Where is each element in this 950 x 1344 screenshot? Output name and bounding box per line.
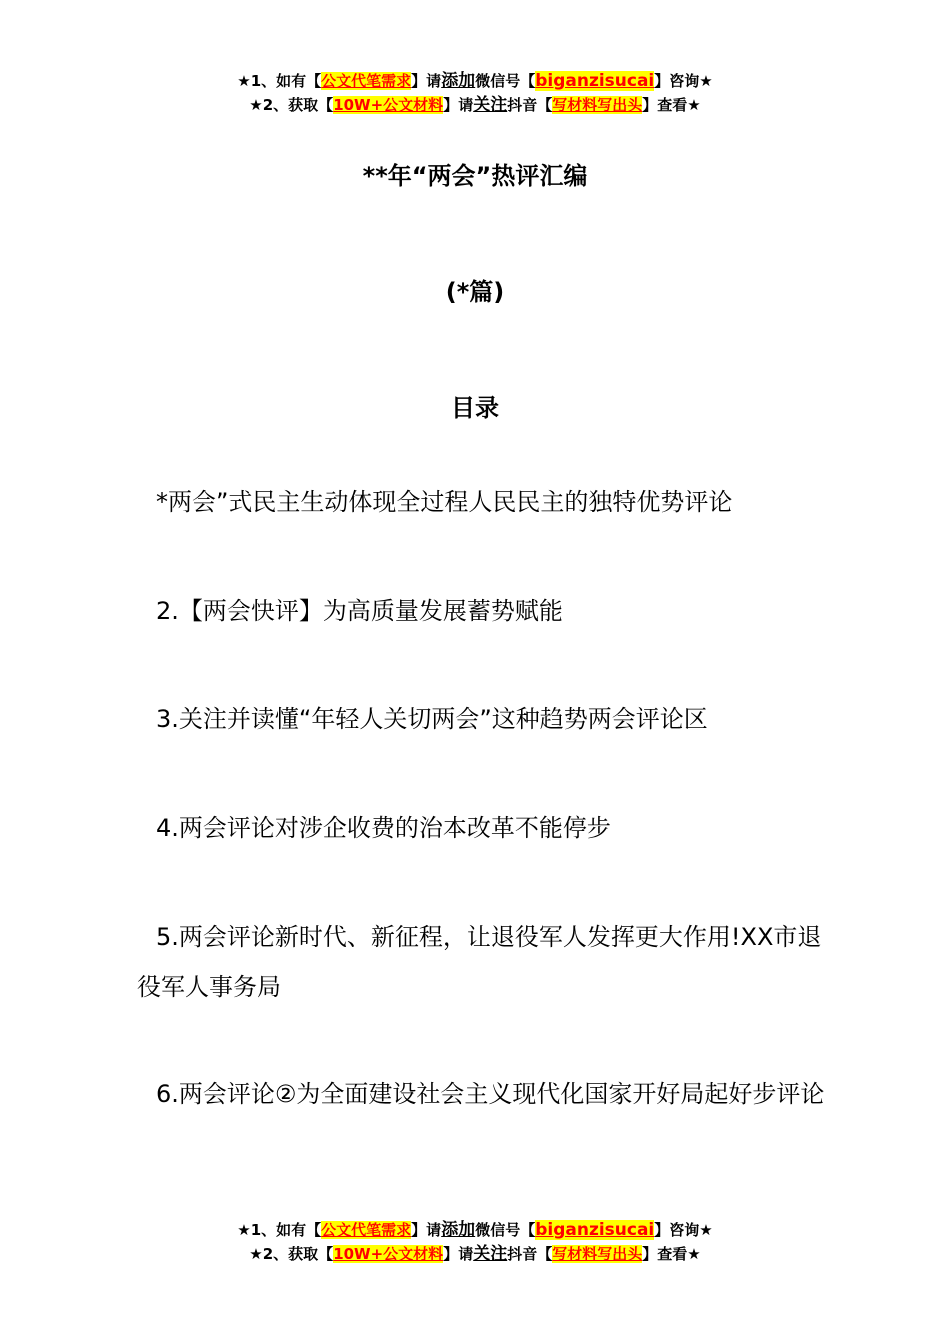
toc-item-5: 5.两会评论新时代、新征程，让退役军人发挥更大作用!XX市退役军人事务局 — [137, 923, 822, 1001]
toc-item-4: 4.两会评论对涉企收费的治本改革不能停步 — [156, 814, 611, 842]
toc-item-1: *两会”式民主生动体现全过程人民民主的独特优势评论 — [156, 488, 733, 516]
service-highlight: 公文代笔需求 — [321, 72, 412, 90]
douyin-id-highlight: 写材料写出头 — [552, 1245, 643, 1263]
toc-item-6: 6.两会评论②为全面建设社会主义现代化国家开好局起好步评论 — [156, 1080, 825, 1108]
toc-heading: 目录 — [451, 394, 499, 422]
footer-banner — [0, 1218, 950, 1266]
douyin-id-highlight: 写材料写出头 — [552, 96, 643, 114]
banner-line-1: ★1、如有【公文代笔需求】请添加微信号【biganzisucai】咨询★ — [237, 71, 713, 91]
wechat-id-highlight: biganzisucai — [535, 1220, 655, 1240]
wechat-id-highlight: biganzisucai — [535, 71, 655, 91]
banner-line-1: ★1、如有【公文代笔需求】请添加微信号【biganzisucai】咨询★ — [237, 1220, 713, 1240]
toc-item-2: 2.【两会快评】为高质量发展蓄势赋能 — [156, 597, 563, 625]
banner-line-2: ★2、获取【10W+公文材料】请关注抖音【写材料写出头】查看★ — [249, 1244, 701, 1264]
document-subtitle: (*篇) — [445, 278, 505, 306]
service-highlight: 公文代笔需求 — [321, 1221, 412, 1239]
header-banner — [0, 69, 950, 117]
banner-line-2: ★2、获取【10W+公文材料】请关注抖音【写材料写出头】查看★ — [249, 95, 701, 115]
materials-highlight: 10W+公文材料 — [333, 96, 444, 114]
toc-item-3: 3.关注并读懂“年轻人关切两会”这种趋势两会评论区 — [156, 705, 708, 733]
document-title: **年“两会”热评汇编 — [362, 162, 588, 190]
materials-highlight: 10W+公文材料 — [333, 1245, 444, 1263]
